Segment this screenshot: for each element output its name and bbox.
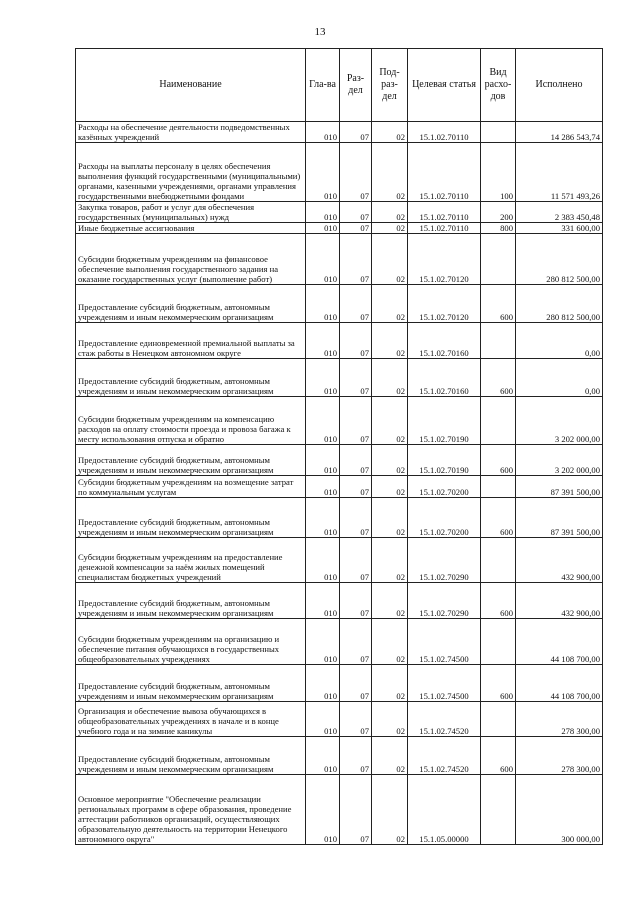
row-vid — [481, 234, 516, 285]
row-podrazdel: 02 — [372, 498, 408, 538]
table-row — [76, 476, 603, 498]
row-name: Расходы на обеспечение деятельности подведомственных казённых учреждений — [76, 122, 306, 143]
row-target: 15.1.02.70190 — [408, 445, 481, 476]
row-podrazdel: 02 — [372, 583, 408, 619]
table-row — [76, 397, 603, 445]
row-glava: 010 — [306, 702, 340, 737]
row-vid: 200 — [481, 202, 516, 223]
row-razdel: 07 — [340, 583, 372, 619]
row-razdel: 07 — [340, 397, 372, 445]
table-row — [76, 665, 603, 702]
row-podrazdel: 02 — [372, 665, 408, 702]
row-razdel: 07 — [340, 122, 372, 143]
row-target: 15.1.02.74520 — [408, 737, 481, 775]
table-row — [76, 359, 603, 397]
row-amount: 14 286 543,74 — [516, 122, 603, 143]
row-name: Субсидии бюджетным учреждениям на возмещение затрат по коммунальным услугам — [76, 476, 306, 498]
row-target: 15.1.02.70190 — [408, 397, 481, 445]
row-glava: 010 — [306, 323, 340, 359]
row-glava: 010 — [306, 234, 340, 285]
row-amount: 87 391 500,00 — [516, 476, 603, 498]
row-vid — [481, 323, 516, 359]
header-razdel: Раз-дел — [340, 49, 372, 122]
header-podrazdel: Под-раз-дел — [372, 49, 408, 122]
row-vid — [481, 397, 516, 445]
table-row — [76, 285, 603, 323]
row-name: Предоставление субсидий бюджетным, автономным учреждениям и иным некоммерческим организациям — [76, 498, 306, 538]
row-name: Предоставление субсидий бюджетным, автономным учреждениям и иным некоммерческим организациям — [76, 359, 306, 397]
table-row — [76, 323, 603, 359]
row-name: Иные бюджетные ассигнования — [76, 223, 306, 234]
header-target: Целевая статья — [408, 49, 481, 122]
table-row — [76, 498, 603, 538]
row-amount: 0,00 — [516, 323, 603, 359]
row-podrazdel: 02 — [372, 202, 408, 223]
row-vid — [481, 476, 516, 498]
row-razdel: 07 — [340, 737, 372, 775]
row-razdel: 07 — [340, 359, 372, 397]
row-name: Субсидии бюджетным учреждениям на организацию и обеспечение питания обучающихся в государственных общеобразовательных учреждениях — [76, 619, 306, 665]
row-name: Предоставление субсидий бюджетным, автономным учреждениям и иным некоммерческим организациям — [76, 737, 306, 775]
row-podrazdel: 02 — [372, 538, 408, 583]
row-podrazdel: 02 — [372, 737, 408, 775]
row-name: Предоставление субсидий бюджетным, автономным учреждениям и иным некоммерческим организациям — [76, 583, 306, 619]
row-name: Расходы на выплаты персоналу в целях обеспечения выполнения функций государственными (муниципальными) органами, казенными учреждениями, органами управления государственными внебюджетными фондами — [76, 143, 306, 202]
table-row — [76, 538, 603, 583]
row-amount: 278 300,00 — [516, 702, 603, 737]
table-row — [76, 775, 603, 845]
row-amount: 432 900,00 — [516, 538, 603, 583]
budget-table — [75, 48, 603, 845]
row-vid: 600 — [481, 445, 516, 476]
row-vid — [481, 122, 516, 143]
row-name: Основное мероприятие "Обеспечение реализации региональных программ в сфере образования, проведение аттестации работников организаций, осуществляющих образовательную деятельность на территории Ненецкого автономного округа" — [76, 775, 306, 845]
row-podrazdel: 02 — [372, 122, 408, 143]
row-target: 15.1.02.70160 — [408, 323, 481, 359]
row-glava: 010 — [306, 476, 340, 498]
row-razdel: 07 — [340, 323, 372, 359]
row-glava: 010 — [306, 737, 340, 775]
row-amount: 280 812 500,00 — [516, 234, 603, 285]
table-row — [76, 223, 603, 234]
row-amount: 87 391 500,00 — [516, 498, 603, 538]
row-glava: 010 — [306, 583, 340, 619]
page-number: 13 — [314, 26, 326, 38]
row-razdel: 07 — [340, 202, 372, 223]
row-vid: 800 — [481, 223, 516, 234]
row-name: Субсидии бюджетным учреждениям на предоставление денежной компенсации за наём жилых помещений специалистам бюджетных учреждений — [76, 538, 306, 583]
row-podrazdel: 02 — [372, 445, 408, 476]
row-target: 15.1.02.70160 — [408, 359, 481, 397]
row-glava: 010 — [306, 202, 340, 223]
table-row — [76, 143, 603, 202]
row-razdel: 07 — [340, 223, 372, 234]
row-razdel: 07 — [340, 285, 372, 323]
row-razdel: 07 — [340, 538, 372, 583]
row-target: 15.1.02.70290 — [408, 538, 481, 583]
row-vid: 600 — [481, 498, 516, 538]
row-target: 15.1.02.70290 — [408, 583, 481, 619]
row-razdel: 07 — [340, 234, 372, 285]
row-glava: 010 — [306, 359, 340, 397]
row-razdel: 07 — [340, 619, 372, 665]
row-glava: 010 — [306, 143, 340, 202]
row-glava: 010 — [306, 445, 340, 476]
table-row — [76, 445, 603, 476]
row-amount: 3 202 000,00 — [516, 445, 603, 476]
table-row — [76, 583, 603, 619]
row-vid — [481, 702, 516, 737]
row-name: Субсидии бюджетным учреждениям на финансовое обеспечение выполнения государственного задания на оказание государственных услуг (выполнение работ) — [76, 234, 306, 285]
row-target: 15.1.02.74500 — [408, 619, 481, 665]
row-vid: 600 — [481, 285, 516, 323]
row-podrazdel: 02 — [372, 359, 408, 397]
table-row — [76, 619, 603, 665]
row-name: Предоставление единовременной премиальной выплаты за стаж работы в Ненецком автономном округе — [76, 323, 306, 359]
row-target: 15.1.02.70110 — [408, 202, 481, 223]
row-amount: 0,00 — [516, 359, 603, 397]
row-podrazdel: 02 — [372, 702, 408, 737]
header-name: Наименование — [76, 49, 306, 122]
row-razdel: 07 — [340, 143, 372, 202]
row-glava: 010 — [306, 619, 340, 665]
row-podrazdel: 02 — [372, 143, 408, 202]
row-razdel: 07 — [340, 476, 372, 498]
row-glava: 010 — [306, 223, 340, 234]
row-target: 15.1.02.70200 — [408, 476, 481, 498]
table-row — [76, 702, 603, 737]
table-row — [76, 202, 603, 223]
row-vid — [481, 538, 516, 583]
row-glava: 010 — [306, 122, 340, 143]
row-vid — [481, 775, 516, 845]
row-podrazdel: 02 — [372, 285, 408, 323]
row-glava: 010 — [306, 285, 340, 323]
row-vid — [481, 619, 516, 665]
row-target: 15.1.02.70120 — [408, 234, 481, 285]
row-target: 15.1.02.70120 — [408, 285, 481, 323]
row-name: Субсидии бюджетным учреждениям на компенсацию расходов на оплату стоимости проезда и провоза багажа к месту использования отпуска и обратно — [76, 397, 306, 445]
row-amount: 331 600,00 — [516, 223, 603, 234]
row-glava: 010 — [306, 538, 340, 583]
row-glava: 010 — [306, 775, 340, 845]
row-target: 15.1.02.70110 — [408, 122, 481, 143]
row-podrazdel: 02 — [372, 619, 408, 665]
row-podrazdel: 02 — [372, 323, 408, 359]
row-target: 15.1.02.70200 — [408, 498, 481, 538]
row-target: 15.1.05.00000 — [408, 775, 481, 845]
row-podrazdel: 02 — [372, 397, 408, 445]
table-row — [76, 122, 603, 143]
row-name: Закупка товаров, работ и услуг для обеспечения государственных (муниципальных) нужд — [76, 202, 306, 223]
row-podrazdel: 02 — [372, 476, 408, 498]
row-amount: 280 812 500,00 — [516, 285, 603, 323]
row-glava: 010 — [306, 397, 340, 445]
row-vid: 100 — [481, 143, 516, 202]
row-vid: 600 — [481, 665, 516, 702]
row-razdel: 07 — [340, 775, 372, 845]
row-vid: 600 — [481, 583, 516, 619]
row-amount: 2 383 450,48 — [516, 202, 603, 223]
row-razdel: 07 — [340, 445, 372, 476]
row-podrazdel: 02 — [372, 775, 408, 845]
header-vid: Вид расхо-дов — [481, 49, 516, 122]
row-amount: 278 300,00 — [516, 737, 603, 775]
row-amount: 44 108 700,00 — [516, 665, 603, 702]
row-name: Предоставление субсидий бюджетным, автономным учреждениям и иным некоммерческим организациям — [76, 665, 306, 702]
row-podrazdel: 02 — [372, 223, 408, 234]
row-amount: 3 202 000,00 — [516, 397, 603, 445]
row-amount: 11 571 493,26 — [516, 143, 603, 202]
row-razdel: 07 — [340, 498, 372, 538]
row-amount: 300 000,00 — [516, 775, 603, 845]
row-glava: 010 — [306, 498, 340, 538]
row-amount: 432 900,00 — [516, 583, 603, 619]
row-podrazdel: 02 — [372, 234, 408, 285]
row-razdel: 07 — [340, 702, 372, 737]
row-target: 15.1.02.74520 — [408, 702, 481, 737]
row-vid: 600 — [481, 359, 516, 397]
table-row — [76, 737, 603, 775]
row-name: Предоставление субсидий бюджетным, автономным учреждениям и иным некоммерческим организациям — [76, 285, 306, 323]
table-row — [76, 234, 603, 285]
row-vid: 600 — [481, 737, 516, 775]
header-glava: Гла-ва — [306, 49, 340, 122]
row-target: 15.1.02.70110 — [408, 143, 481, 202]
row-target: 15.1.02.74500 — [408, 665, 481, 702]
header-executed: Исполнено — [516, 49, 603, 122]
row-target: 15.1.02.70110 — [408, 223, 481, 234]
row-razdel: 07 — [340, 665, 372, 702]
header-row — [76, 49, 603, 122]
row-name: Организация и обеспечение вывоза обучающихся в общеобразовательных учреждениях в начале и в конце учебного года и на зимние каникулы — [76, 702, 306, 737]
row-amount: 44 108 700,00 — [516, 619, 603, 665]
row-name: Предоставление субсидий бюджетным, автономным учреждениям и иным некоммерческим организациям — [76, 445, 306, 476]
row-glava: 010 — [306, 665, 340, 702]
